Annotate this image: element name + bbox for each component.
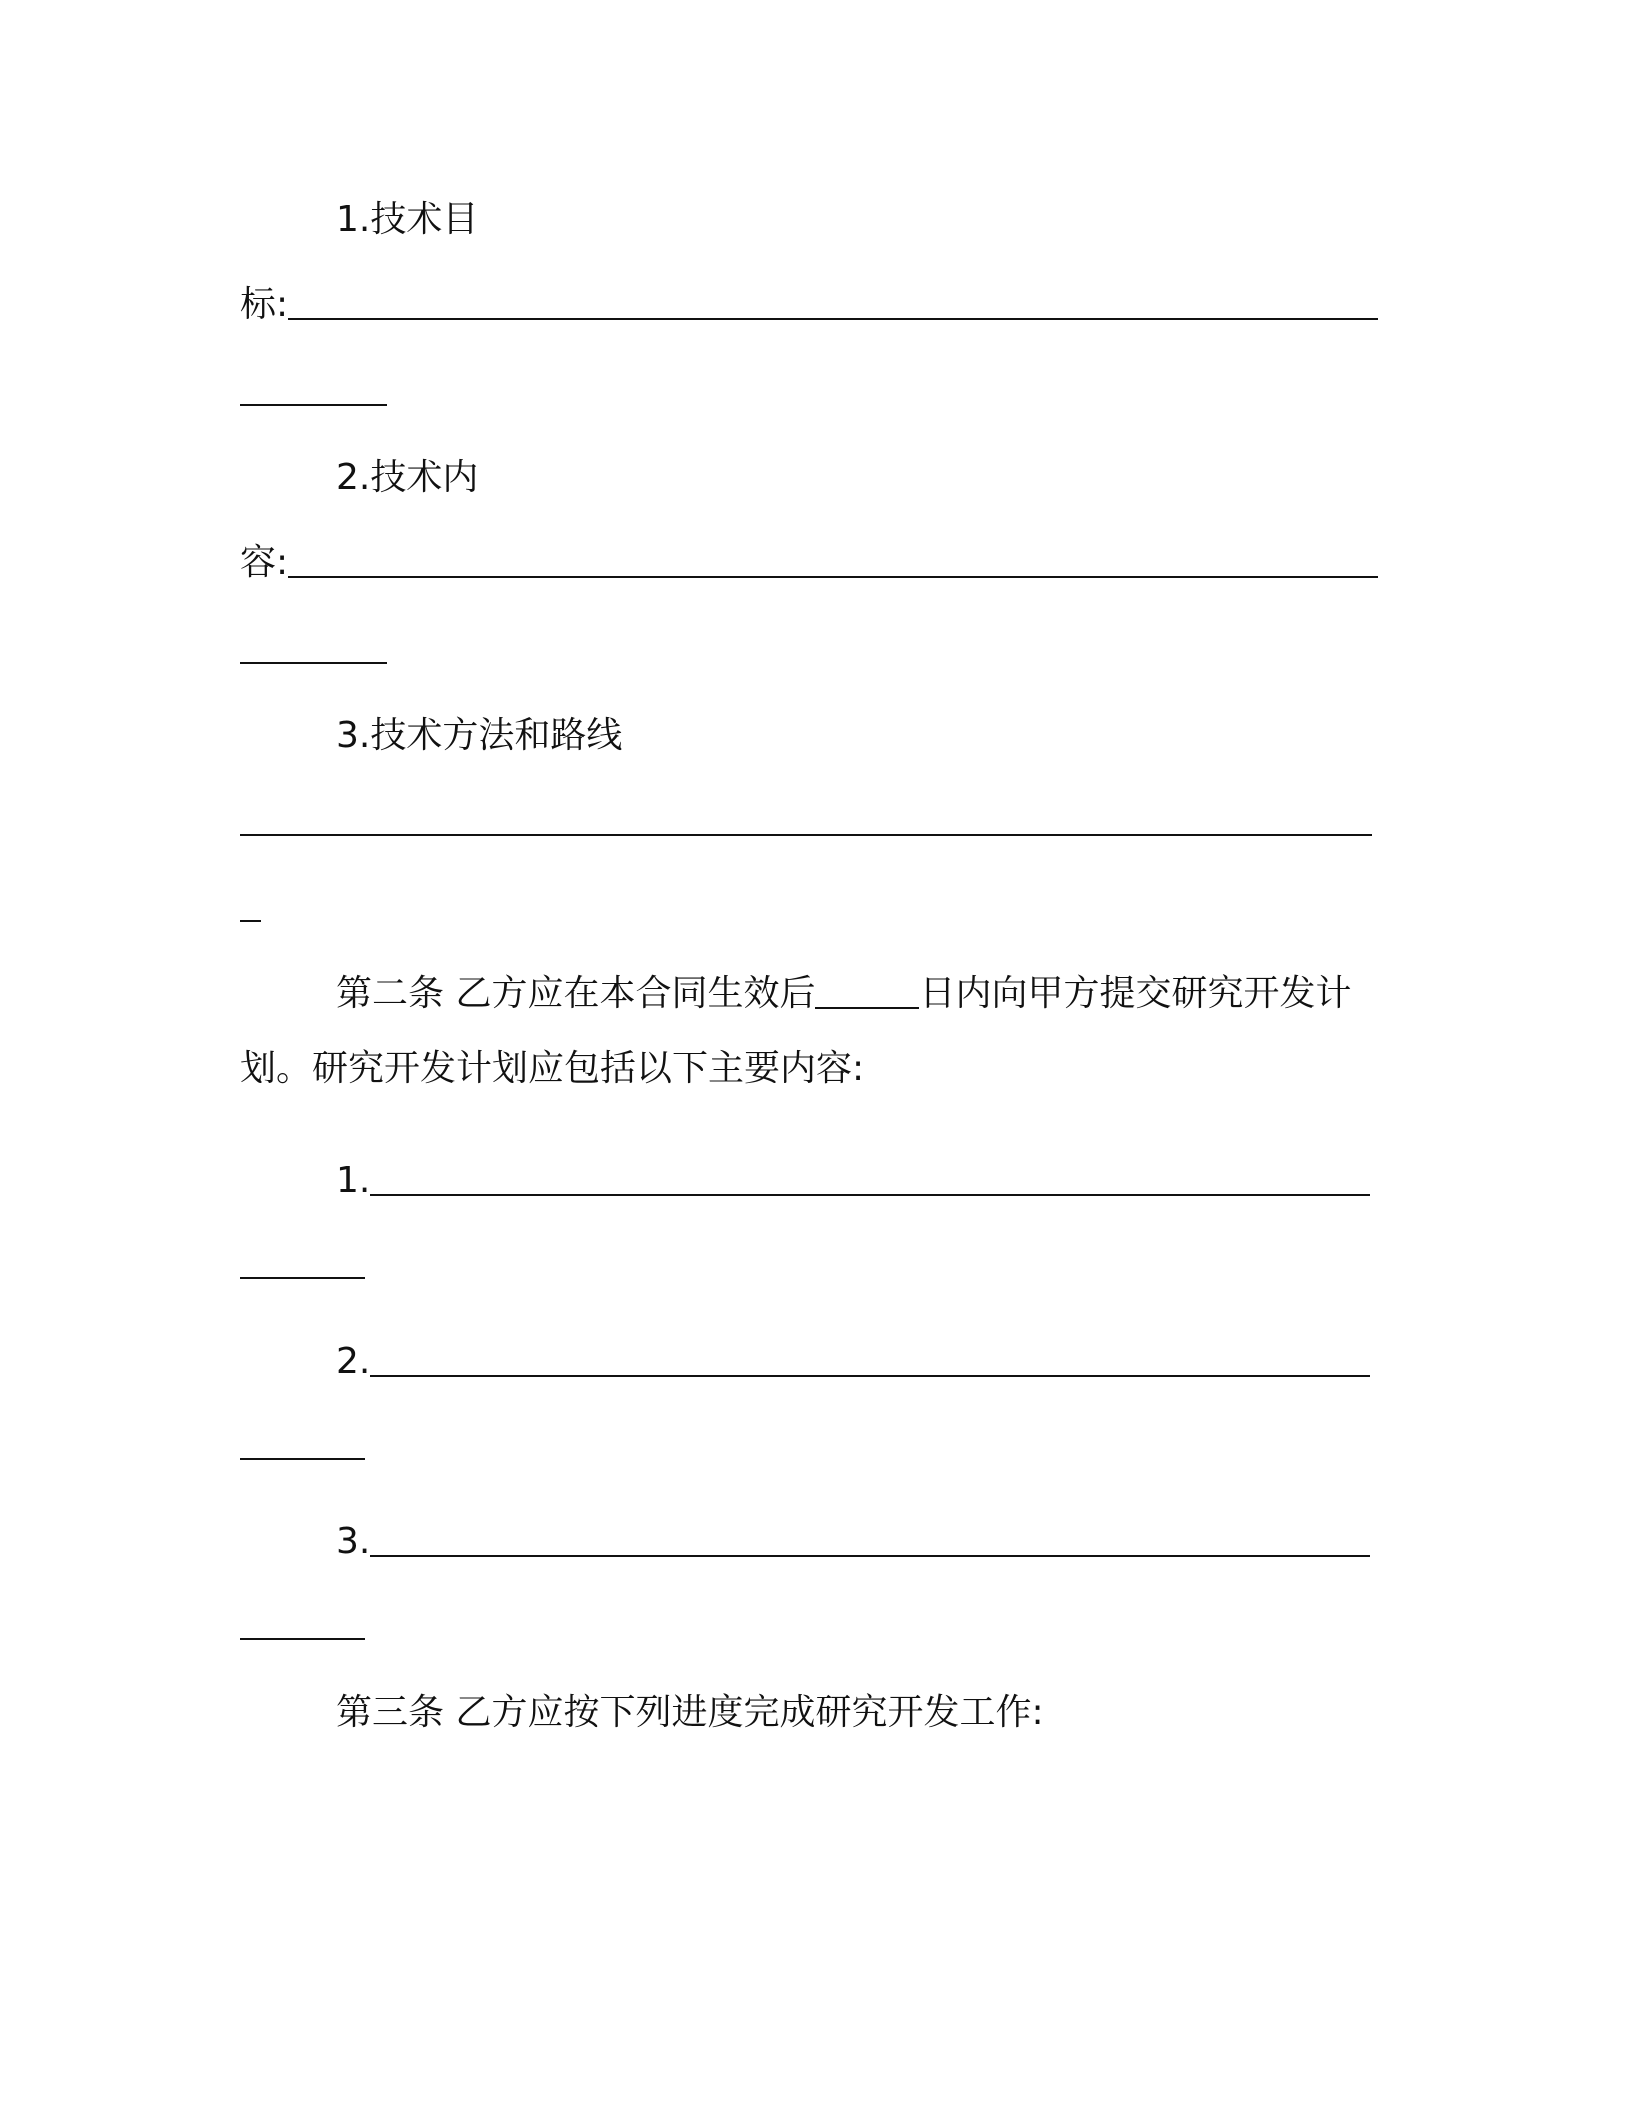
plan-item-2-continuation: [240, 1421, 1380, 1469]
item-technical-method-label: 3.技术方法和路线: [336, 715, 623, 756]
plan-item-3-line: [240, 1518, 1476, 1566]
item-technical-goal-label: 1.技术目: [336, 199, 479, 240]
technical-goal-blank-continued[interactable]: [240, 374, 387, 406]
technical-goal-blank[interactable]: [288, 288, 1378, 320]
plan-item-1-blank-continued[interactable]: [240, 1247, 365, 1279]
plan-item-3-continuation: [240, 1601, 1380, 1649]
item-technical-content-tail: 容:: [240, 542, 289, 583]
article-2-text-a: 第二条 乙方应在本合同生效后: [336, 973, 816, 1014]
plan-item-2-blank[interactable]: [370, 1345, 1370, 1377]
item-technical-content-continuation: [240, 625, 1380, 673]
item-technical-content-heading: [240, 454, 1476, 502]
article-2-line-1: [240, 970, 1476, 1018]
item-technical-goal-tail: 标:: [240, 284, 289, 325]
item-technical-goal-heading: [240, 196, 1476, 244]
plan-item-1-label: 1.: [336, 1160, 371, 1201]
technical-method-blank-continued[interactable]: [240, 890, 261, 922]
plan-item-3-label: 3.: [336, 1521, 371, 1562]
technical-content-blank-continued[interactable]: [240, 632, 387, 664]
article-2-text-c: 划。研究开发计划应包括以下主要内容:: [240, 1048, 865, 1089]
technical-content-blank[interactable]: [288, 546, 1378, 578]
plan-item-1-continuation: [240, 1240, 1380, 1288]
technical-method-blank[interactable]: [240, 804, 1372, 836]
plan-item-1-blank[interactable]: [370, 1164, 1370, 1196]
article-3-text: 第三条 乙方应按下列进度完成研究开发工作:: [336, 1692, 1044, 1733]
article-2-text-b: 日内向甲方提交研究开发计: [919, 973, 1352, 1014]
item-technical-content-line: [240, 539, 1380, 587]
item-technical-content-label: 2.技术内: [336, 457, 479, 498]
plan-item-3-blank-continued[interactable]: [240, 1608, 365, 1640]
plan-item-1-line: [240, 1157, 1476, 1205]
plan-item-2-blank-continued[interactable]: [240, 1428, 365, 1460]
item-technical-method-line: [240, 797, 1380, 845]
item-technical-goal-continuation: [240, 367, 1380, 415]
plan-item-3-blank[interactable]: [370, 1525, 1370, 1557]
plan-item-2-label: 2.: [336, 1341, 371, 1382]
article-2-line-2: [240, 1045, 1380, 1093]
item-technical-goal-line: [240, 281, 1380, 329]
plan-item-2-line: [240, 1338, 1476, 1386]
article-2-days-blank[interactable]: [815, 977, 919, 1009]
item-technical-method-continuation: [240, 883, 1380, 931]
article-3-line: [240, 1689, 1476, 1737]
item-technical-method-heading: [240, 712, 1476, 760]
